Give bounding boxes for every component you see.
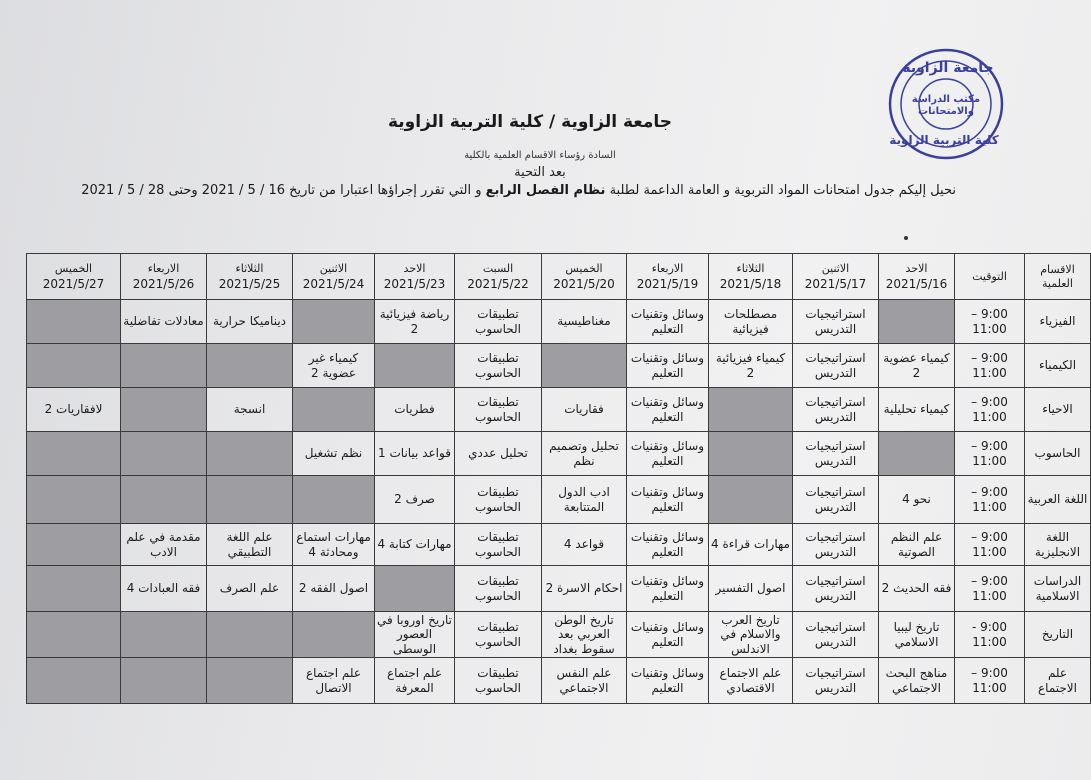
exam-cell: ديناميكا حرارية (207, 300, 293, 344)
svg-text:والامتحانات: والامتحانات (918, 106, 974, 117)
exam-cell: فقاريات (542, 388, 627, 432)
time-start: 9:00 – (971, 439, 1008, 454)
header-day-cell (627, 254, 709, 300)
time-cell (955, 612, 1025, 658)
exam-cell: قواعد 4 (542, 524, 627, 566)
exam-cell: قواعد بيانات 1 (375, 432, 455, 476)
empty-cell (27, 658, 121, 704)
exam-cell: تاريخ العرب والاسلام في الاندلس (709, 612, 793, 658)
empty-cell (207, 658, 293, 704)
time-cell (955, 476, 1025, 524)
header-day-name: الخميس (54, 261, 93, 275)
table-row (27, 300, 1091, 344)
time-cell (955, 658, 1025, 704)
svg-text:مكتب الدراسة: مكتب الدراسة (911, 94, 981, 105)
header-day-date: 2021/5/16 (885, 276, 948, 291)
exam-cell: استراتيجيات التدريس (793, 476, 879, 524)
greeting-line: بعد التحية (514, 165, 566, 180)
header-day-cell (455, 254, 542, 300)
empty-cell (121, 344, 207, 388)
time-start: 9:00 – (971, 574, 1008, 589)
empty-cell (293, 388, 375, 432)
exam-cell: تطبيقات الحاسوب (455, 612, 542, 658)
table-row (27, 344, 1091, 388)
time-end: 11:00 (972, 588, 1007, 603)
table-row (27, 388, 1091, 432)
exam-cell: احكام الاسرة 2 (542, 566, 627, 612)
exam-cell: تطبيقات الحاسوب (455, 524, 542, 566)
document-title: جامعة الزاوية / كلية التربية الزاوية (387, 112, 673, 132)
exam-cell: وسائل وتقنيات التعليم (627, 566, 709, 612)
empty-cell (121, 612, 207, 658)
time-cell (955, 566, 1025, 612)
exam-cell: استراتيجيات التدريس (793, 566, 879, 612)
empty-cell (207, 476, 293, 524)
header-dept: الاقسام العلمية (1025, 254, 1091, 300)
exam-cell: استراتيجيات التدريس (793, 524, 879, 566)
empty-cell (121, 388, 207, 432)
exam-cell: استراتيجيات التدريس (793, 388, 879, 432)
exam-cell: مغناطيسية (542, 300, 627, 344)
empty-cell (375, 566, 455, 612)
header-day-name: الثلاثاء (736, 261, 765, 275)
exam-cell: وسائل وتقنيات التعليم (627, 524, 709, 566)
exam-cell: فقه العبادات 4 (121, 566, 207, 612)
time-end: 11:00 (972, 453, 1007, 468)
header-day-date: 2021/5/20 (553, 276, 615, 291)
time-start: 9:00 – (971, 530, 1008, 545)
empty-cell (27, 344, 121, 388)
time-end: 11:00 (972, 365, 1007, 380)
exam-cell: وسائل وتقنيات التعليم (627, 344, 709, 388)
exam-cell: علم الاجتماع الاقتصادي (709, 658, 793, 704)
empty-cell (27, 476, 121, 524)
exam-cell: وسائل وتقنيات التعليم (627, 658, 709, 704)
exam-cell: انسجة (207, 388, 293, 432)
empty-cell (207, 432, 293, 476)
header-day-cell (709, 254, 793, 300)
header-day-name: الاربعاء (651, 261, 684, 275)
exam-cell: رياضة فيزيائية 2 (375, 300, 455, 344)
time-end: 11:00 (972, 680, 1007, 695)
time-start: 9:00 – (971, 666, 1008, 681)
time-start: 9:00 – (971, 395, 1008, 410)
header-day-name: الثلاثاء (235, 261, 264, 275)
header-day-cell (542, 254, 627, 300)
header-day-name: الاثنين (821, 261, 850, 275)
exam-cell: ادب الدول المتتابعة (542, 476, 627, 524)
header-day-name: السبت (482, 261, 514, 275)
exam-schedule-table (26, 253, 1091, 704)
header-day-name: الخميس (565, 261, 603, 275)
exam-cell: معادلات تفاضلية (121, 300, 207, 344)
exam-cell: وسائل وتقنيات التعليم (627, 388, 709, 432)
time-start: 9:00 - (971, 620, 1008, 635)
empty-cell (709, 388, 793, 432)
exam-cell: نحو 4 (879, 476, 955, 524)
exam-cell: علم النظم الصوتية (879, 524, 955, 566)
exam-cell: تطبيقات الحاسوب (455, 344, 542, 388)
header-day-cell (293, 254, 375, 300)
intro-prefix: نحيل إليكم جدول امتحانات المواد التربوية و العامة الداعمة لطلبة (609, 183, 956, 198)
table-row (27, 524, 1091, 566)
empty-cell (121, 476, 207, 524)
exam-cell: تطبيقات الحاسوب (455, 300, 542, 344)
exam-cell: علم اللغة التطبيقي (207, 524, 293, 566)
empty-cell (293, 476, 375, 524)
empty-cell (121, 658, 207, 704)
exam-cell: كيمياء فيزيائية 2 (709, 344, 793, 388)
office-stamp-seal (886, 44, 1006, 162)
exam-cell: تطبيقات الحاسوب (455, 658, 542, 704)
svg-text:كلية التربية الزاوية: كلية التربية الزاوية (889, 133, 999, 147)
exam-cell: وسائل وتقنيات التعليم (627, 612, 709, 658)
empty-cell (27, 566, 121, 612)
exam-cell: نظم تشغيل (293, 432, 375, 476)
dept-cell: الاحياء (1025, 388, 1091, 432)
header-day-date: 2021/5/18 (719, 276, 782, 291)
time-end: 11:00 (972, 499, 1007, 514)
time-end: 11:00 (972, 321, 1007, 336)
exam-cell: استراتيجيات التدريس (793, 658, 879, 704)
dept-cell: علم الاجتماع (1025, 658, 1091, 704)
dept-cell: التاريخ (1025, 612, 1091, 658)
exam-cell: وسائل وتقنيات التعليم (627, 476, 709, 524)
time-cell (955, 344, 1025, 388)
table-row (27, 612, 1091, 658)
header-day-cell (121, 254, 207, 300)
exam-cell: استراتيجيات التدريس (793, 432, 879, 476)
dept-cell: اللغة العربية (1025, 476, 1091, 524)
exam-cell: تطبيقات الحاسوب (455, 388, 542, 432)
empty-cell (27, 612, 121, 658)
header-day-date: 2021/5/19 (636, 276, 699, 291)
exam-cell: مصطلحات فيزيائية (709, 300, 793, 344)
empty-cell (27, 432, 121, 476)
exam-cell: تحليل عددي (455, 432, 542, 476)
exam-cell: تطبيقات الحاسوب (455, 566, 542, 612)
time-cell (955, 388, 1025, 432)
exam-cell: مهارات كتابة 4 (375, 524, 455, 566)
exam-cell: استراتيجيات التدريس (793, 344, 879, 388)
header-day-cell (207, 254, 293, 300)
header-day-name: الاحد (905, 261, 928, 275)
exam-cell: تاريخ الوطن العربي بعد سقوط بغداد (542, 612, 627, 658)
exam-cell: تاريخ اوروبا في العصور الوسطى (375, 612, 455, 658)
time-end: 11:00 (972, 634, 1007, 649)
empty-cell (879, 300, 955, 344)
empty-cell (293, 300, 375, 344)
exam-cell: وسائل وتقنيات التعليم (627, 432, 709, 476)
header-day-date: 2021/5/26 (132, 276, 195, 291)
empty-cell (27, 300, 121, 344)
header-day-name: الاربعاء (147, 261, 180, 275)
empty-cell (542, 344, 627, 388)
header-day-cell (793, 254, 879, 300)
exam-cell: وسائل وتقنيات التعليم (627, 300, 709, 344)
table-row (27, 566, 1091, 612)
exam-cell: فطريات (375, 388, 455, 432)
dept-cell: الحاسوب (1025, 432, 1091, 476)
time-cell (955, 432, 1025, 476)
header-day-date: 2021/5/17 (804, 276, 867, 291)
exam-cell: علم اجتماع الاتصال (293, 658, 375, 704)
empty-cell (709, 432, 793, 476)
exam-cell: تحليل وتصميم نظم (542, 432, 627, 476)
header-day-name: الاثنين (319, 261, 348, 275)
header-day-date: 2021/5/22 (467, 276, 529, 291)
header-day-date: 2021/5/23 (383, 276, 446, 291)
exam-cell: مهارات قراءة 4 (709, 524, 793, 566)
time-cell (955, 300, 1025, 344)
intro-suffix: و التي تقرر إجراؤها اعتبارا من تاريخ 16 / 5 / 2021 وحتى 28 / 5 / 2021 (81, 183, 482, 198)
header-day-date: 2021/5/25 (218, 276, 281, 291)
exam-cell: كيمياء غير عضوية 2 (293, 344, 375, 388)
exam-cell: استراتيجيات التدريس (793, 300, 879, 344)
time-end: 11:00 (972, 544, 1007, 559)
dept-cell: الدراسات الاسلامية (1025, 566, 1091, 612)
header-day-cell (27, 254, 121, 300)
exam-cell: علم النفس الاجتماعي (542, 658, 627, 704)
header-day-date: 2021/5/27 (42, 276, 105, 291)
empty-cell (879, 432, 955, 476)
time-end: 11:00 (972, 409, 1007, 424)
empty-cell (27, 524, 121, 566)
exam-cell: كيمياء تحليلية (879, 388, 955, 432)
exam-cell: استراتيجيات التدريس (793, 612, 879, 658)
exam-cell: مناهج البحث الاجتماعي (879, 658, 955, 704)
exam-cell: تاريخ ليبيا الاسلامي (879, 612, 955, 658)
exam-cell: كيمياء عضوية 2 (879, 344, 955, 388)
exam-cell: فقه الحديث 2 (879, 566, 955, 612)
intro-bold: نظام الفصل الرابع (485, 183, 606, 198)
header-time: التوقيت (955, 254, 1025, 300)
addressee-line: السادة رؤساء الاقسام العلمية بالكلية (464, 150, 616, 161)
empty-cell (207, 612, 293, 658)
stray-dot (904, 236, 908, 240)
empty-cell (375, 344, 455, 388)
exam-cell: صرف 2 (375, 476, 455, 524)
time-start: 9:00 – (971, 307, 1008, 322)
table-header-row (27, 254, 1091, 300)
time-start: 9:00 – (971, 351, 1008, 366)
exam-cell: علم اجتماع المعرفة (375, 658, 455, 704)
table-row (27, 476, 1091, 524)
dept-cell: الكيمياء (1025, 344, 1091, 388)
empty-cell (293, 612, 375, 658)
intro-paragraph (81, 183, 956, 198)
exam-cell: علم الصرف (207, 566, 293, 612)
exam-cell: اصول الفقه 2 (293, 566, 375, 612)
time-cell (955, 524, 1025, 566)
dept-cell: الفيزياء (1025, 300, 1091, 344)
dept-cell: اللغة الانجليزية (1025, 524, 1091, 566)
empty-cell (709, 476, 793, 524)
exam-cell: اصول التفسير (709, 566, 793, 612)
exam-cell: مقدمة في علم الادب (121, 524, 207, 566)
exam-cell: مهارات استماع ومحادثة 4 (293, 524, 375, 566)
exam-cell: تطبيقات الحاسوب (455, 476, 542, 524)
empty-cell (207, 344, 293, 388)
header-day-name: الاحد (403, 261, 426, 275)
empty-cell (121, 432, 207, 476)
svg-text:جامعة الزاوية: جامعة الزاوية (902, 60, 994, 76)
header-day-cell (375, 254, 455, 300)
header-day-cell (879, 254, 955, 300)
table-row (27, 658, 1091, 704)
exam-cell: لافقاريات 2 (27, 388, 121, 432)
table-row (27, 432, 1091, 476)
time-start: 9:00 – (971, 485, 1008, 500)
header-day-date: 2021/5/24 (302, 276, 365, 291)
